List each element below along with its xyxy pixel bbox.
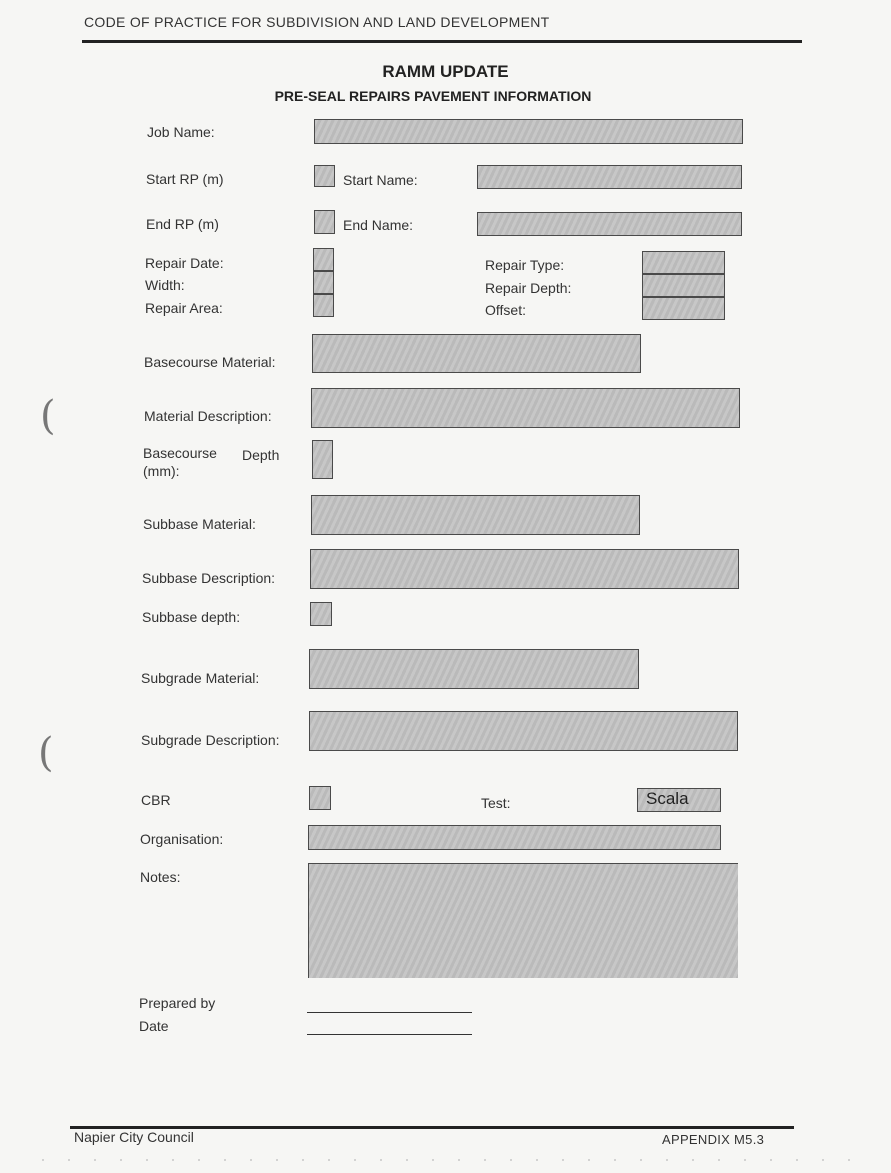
repair-date-label: Repair Date: <box>145 255 224 271</box>
repair-area-label: Repair Area: <box>145 300 223 316</box>
test-field[interactable]: Scala <box>637 788 721 812</box>
width-label: Width: <box>145 277 185 293</box>
subgrade-description-field[interactable] <box>309 711 738 751</box>
footer-organisation: Napier City Council <box>74 1129 194 1145</box>
header-rule <box>82 40 802 43</box>
cbr-label: CBR <box>141 792 171 808</box>
basecourse-depth-label-word1: Basecourse <box>143 445 217 461</box>
width-field[interactable] <box>313 271 334 294</box>
subgrade-material-field[interactable] <box>309 649 639 689</box>
start-rp-field[interactable] <box>314 165 335 187</box>
repair-area-field[interactable] <box>313 294 334 317</box>
form-title: RAMM UPDATE <box>382 62 509 81</box>
punch-hole-mark: ( <box>38 730 54 776</box>
date-line[interactable] <box>307 1034 472 1035</box>
document-header: CODE OF PRACTICE FOR SUBDIVISION AND LAND DEVELOPMENT <box>84 14 550 30</box>
subbase-depth-field[interactable] <box>310 602 332 626</box>
cbr-field[interactable] <box>309 786 331 810</box>
organisation-field[interactable] <box>308 825 721 850</box>
repair-date-field[interactable] <box>313 248 334 271</box>
offset-field[interactable] <box>642 297 725 320</box>
repair-type-label: Repair Type: <box>485 257 565 273</box>
end-rp-field[interactable] <box>314 210 335 234</box>
date-label: Date <box>139 1018 169 1034</box>
prepared-by-line[interactable] <box>307 1012 472 1013</box>
punch-hole-mark: ( <box>40 393 56 439</box>
test-label: Test: <box>481 795 511 811</box>
scan-noise-dots <box>30 1158 860 1162</box>
material-description-field[interactable] <box>311 388 740 428</box>
material-description-label: Material Description: <box>144 408 272 424</box>
subgrade-description-label: Subgrade Description: <box>141 732 280 748</box>
form-subtitle: PRE-SEAL REPAIRS PAVEMENT INFORMATION <box>274 88 592 104</box>
subbase-depth-label: Subbase depth: <box>142 609 241 625</box>
offset-label: Offset: <box>485 302 526 318</box>
basecourse-material-field[interactable] <box>312 334 641 373</box>
start-name-field[interactable] <box>477 165 742 189</box>
subbase-description-label: Subbase Description: <box>142 570 276 586</box>
organisation-label: Organisation: <box>140 831 224 847</box>
start-rp-label: Start RP (m) <box>146 171 224 187</box>
repair-depth-field[interactable] <box>642 274 725 297</box>
basecourse-depth-label-unit: (mm): <box>143 463 180 479</box>
basecourse-material-label: Basecourse Material: <box>144 354 276 370</box>
basecourse-depth-label-word2: Depth <box>242 447 280 463</box>
repair-type-field[interactable] <box>642 251 725 274</box>
prepared-by-label: Prepared by <box>139 995 216 1011</box>
footer-appendix: APPENDIX M5.3 <box>662 1132 765 1147</box>
end-name-label: End Name: <box>343 217 414 233</box>
subbase-description-field[interactable] <box>310 549 739 589</box>
start-name-label: Start Name: <box>343 172 418 188</box>
subgrade-material-label: Subgrade Material: <box>141 670 260 686</box>
job-name-field[interactable] <box>314 119 743 144</box>
notes-field[interactable] <box>308 863 738 978</box>
job-name-label: Job Name: <box>147 124 215 140</box>
basecourse-depth-field[interactable] <box>312 440 333 479</box>
repair-depth-label: Repair Depth: <box>485 280 572 296</box>
subbase-material-label: Subbase Material: <box>143 516 256 532</box>
end-name-field[interactable] <box>477 212 742 236</box>
subbase-material-field[interactable] <box>311 495 640 535</box>
notes-label: Notes: <box>140 869 181 885</box>
end-rp-label: End RP (m) <box>146 216 219 232</box>
